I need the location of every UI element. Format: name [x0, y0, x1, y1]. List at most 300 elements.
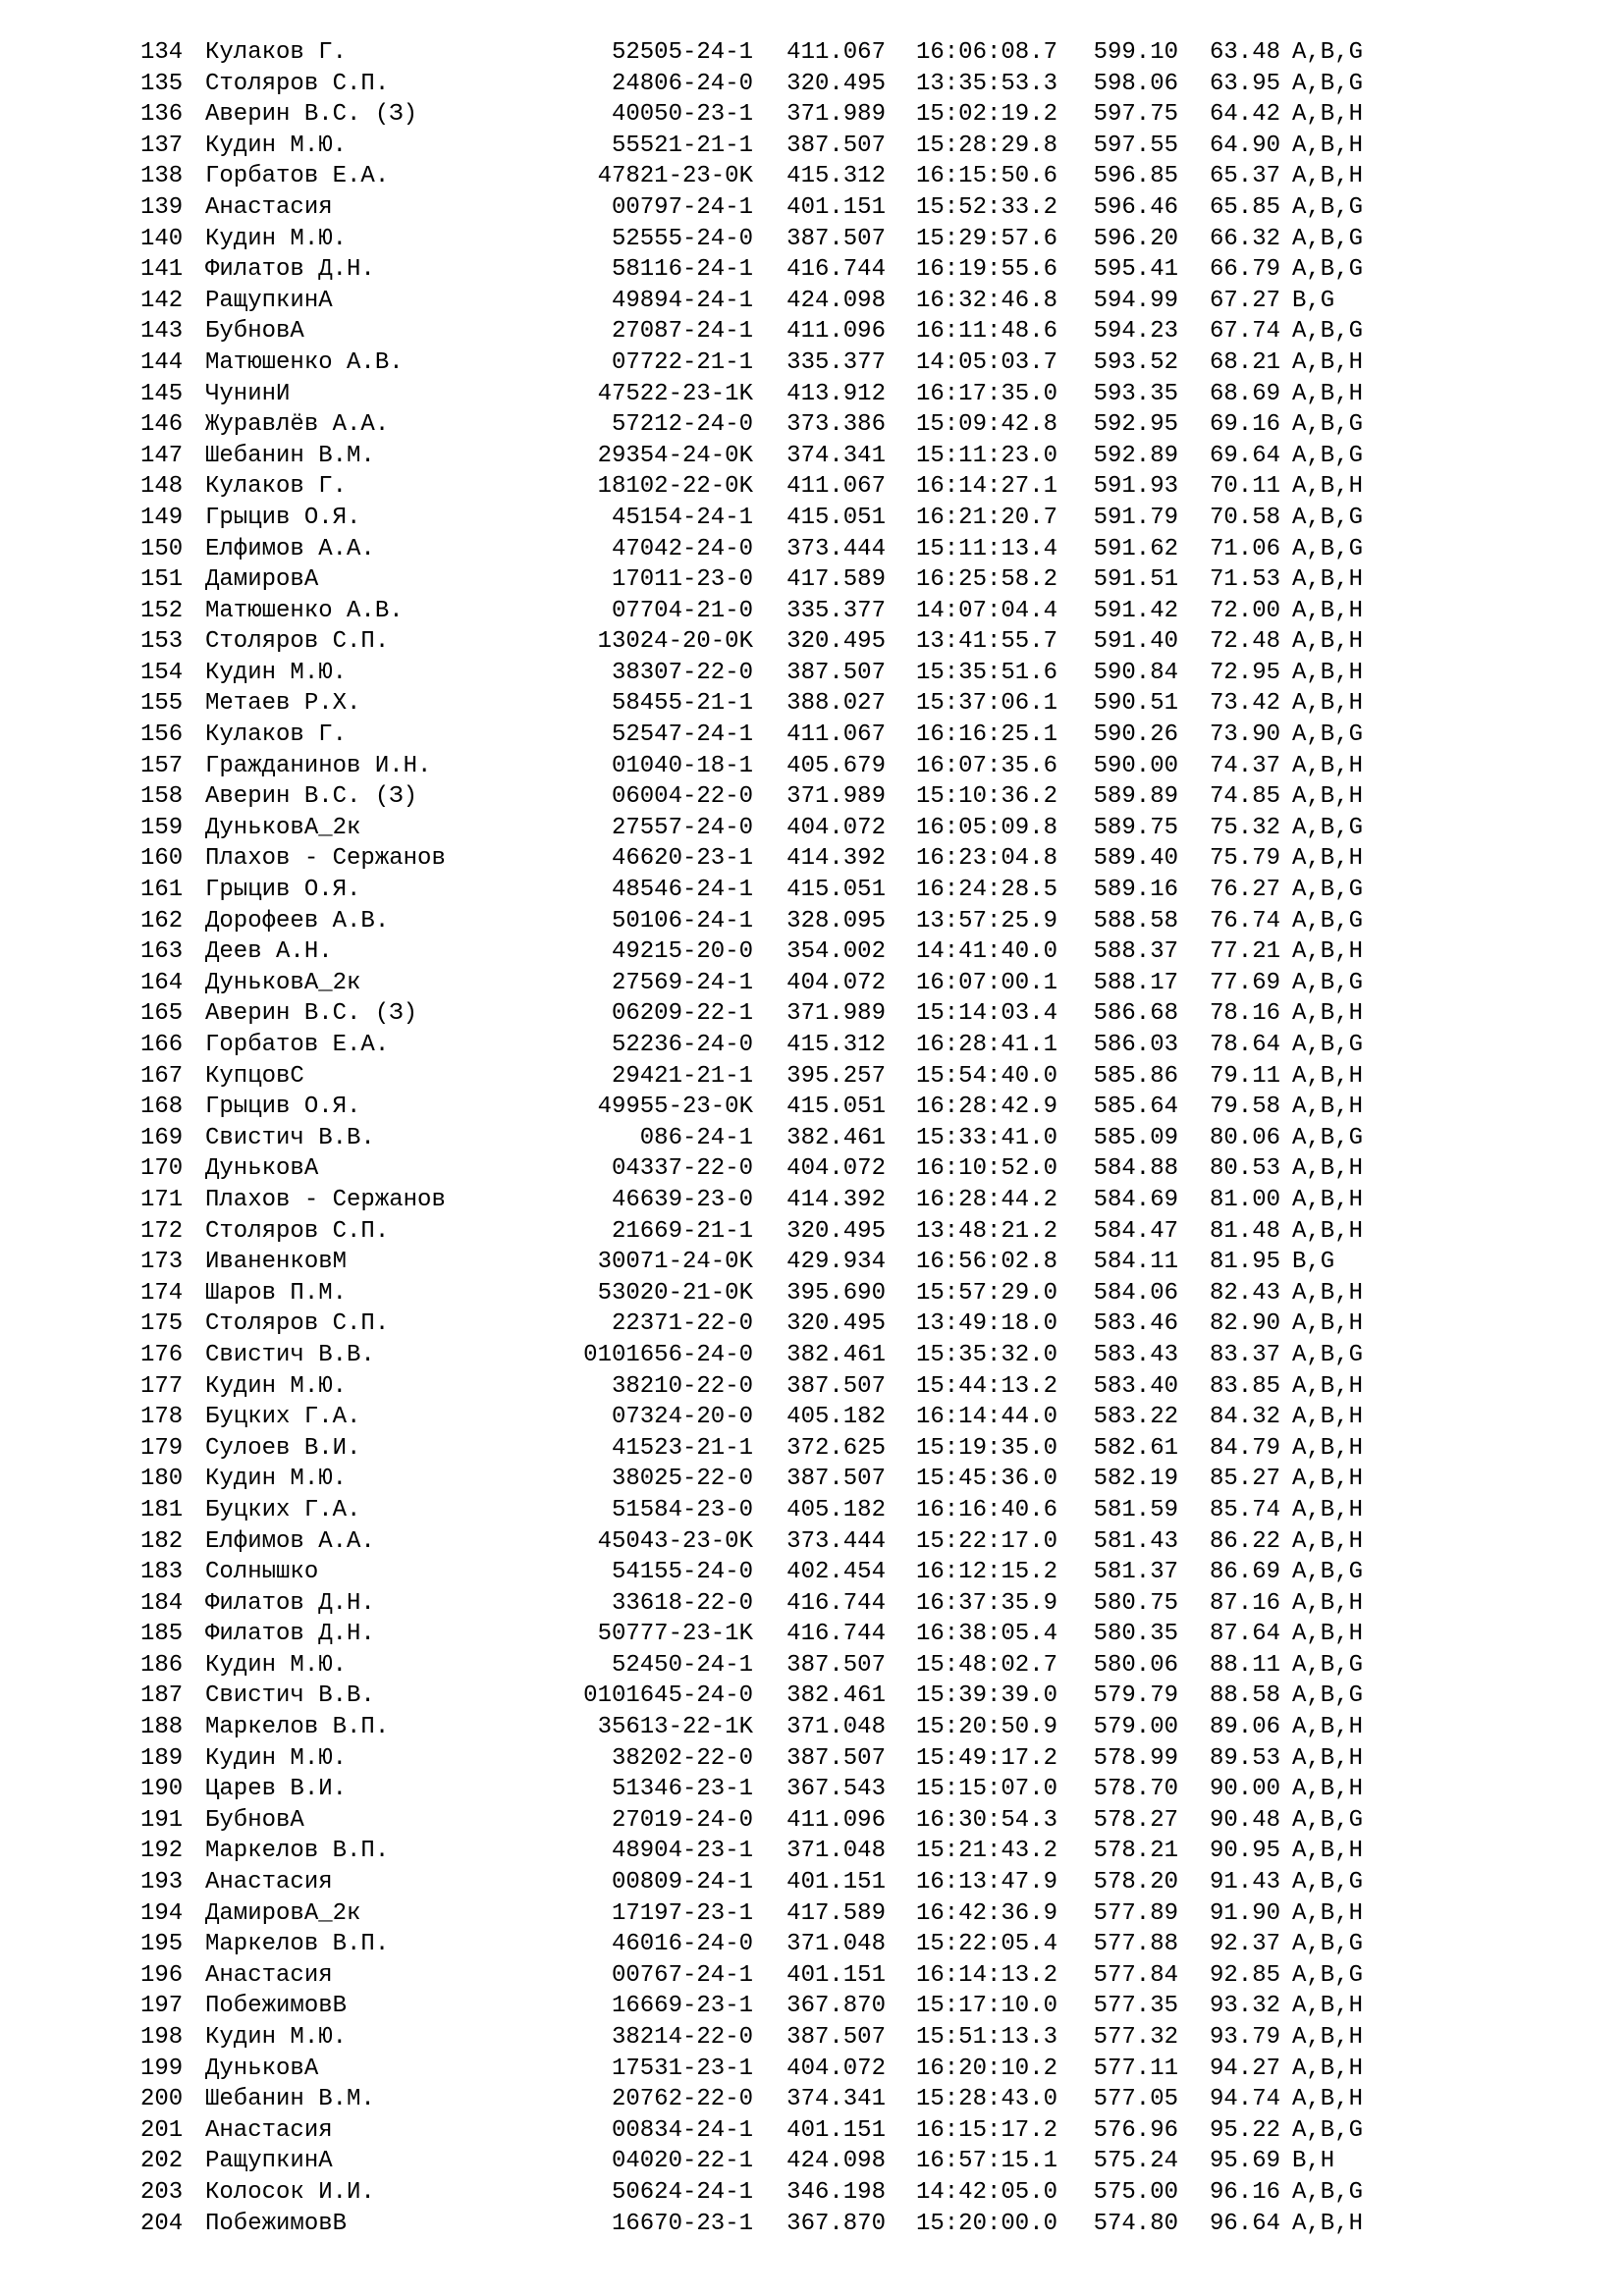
place-cell: 175 [140, 1310, 184, 1338]
arrival-time-cell: 16:05:09.8 [915, 814, 1057, 841]
percent-cell: 94.74 [1209, 2086, 1280, 2113]
percent-cell: 69.16 [1209, 411, 1280, 439]
arrival-time-cell: 13:49:18.0 [915, 1310, 1057, 1338]
arrival-time-cell: 15:11:13.4 [915, 535, 1057, 562]
percent-cell: 93.79 [1209, 2024, 1280, 2051]
arrival-time-cell: 14:41:40.0 [915, 938, 1057, 966]
fancier-name-cell: Горбатов Е.А. [205, 163, 390, 190]
fancier-name-cell: Журавлёв А.А. [205, 411, 390, 439]
distance-cell: 413.912 [786, 380, 886, 407]
fancier-name-cell: Свистич В.В. [205, 1341, 375, 1368]
place-cell: 168 [140, 1094, 184, 1121]
table-row [140, 1216, 1535, 1248]
percent-cell: 74.85 [1209, 783, 1280, 811]
table-row [140, 720, 1535, 751]
fancier-name-cell: ЧунинИ [205, 380, 291, 407]
ring-number-cell: 16670-23-1 [611, 2210, 753, 2237]
place-cell: 152 [140, 597, 184, 624]
distance-cell: 416.744 [786, 1589, 886, 1617]
ring-number-cell: 46639-23-0 [611, 1186, 753, 1213]
percent-cell: 81.00 [1209, 1186, 1280, 1213]
fancier-name-cell: Матюшенко А.В. [205, 597, 404, 624]
class-cell: A,B,H [1292, 1621, 1364, 1648]
percent-cell: 77.21 [1209, 938, 1280, 966]
ring-number-cell: 38307-22-0 [611, 659, 753, 686]
ring-number-cell: 24806-24-0 [611, 70, 753, 97]
table-row [140, 1123, 1535, 1154]
speed-cell: 592.95 [1093, 411, 1178, 439]
arrival-time-cell: 13:48:21.2 [915, 1217, 1057, 1245]
percent-cell: 85.74 [1209, 1496, 1280, 1523]
distance-cell: 382.461 [786, 1124, 886, 1151]
fancier-name-cell: ДуньковА [205, 1155, 319, 1183]
speed-cell: 588.58 [1093, 907, 1178, 934]
speed-cell: 591.51 [1093, 566, 1178, 594]
class-cell: A,B,H [1292, 1000, 1364, 1028]
class-cell: A,B,H [1292, 752, 1364, 779]
fancier-name-cell: Кулаков Г. [205, 473, 348, 501]
table-row [140, 1929, 1535, 1960]
ring-number-cell: 00767-24-1 [611, 1961, 753, 1989]
results-table [140, 37, 1535, 2239]
table-row [140, 286, 1535, 317]
place-cell: 159 [140, 814, 184, 841]
percent-cell: 68.69 [1209, 380, 1280, 407]
class-cell: A,B,G [1292, 1651, 1364, 1679]
place-cell: 200 [140, 2086, 184, 2113]
place-cell: 185 [140, 1621, 184, 1648]
class-cell: A,B,H [1292, 783, 1364, 811]
place-cell: 203 [140, 2178, 184, 2206]
class-cell: B,G [1292, 1249, 1335, 1276]
table-row [140, 69, 1535, 100]
fancier-name-cell: Свистич В.В. [205, 1682, 375, 1710]
place-cell: 179 [140, 1434, 184, 1462]
arrival-time-cell: 15:17:10.0 [915, 1993, 1057, 2020]
table-row [140, 1743, 1535, 1775]
distance-cell: 367.870 [786, 2210, 886, 2237]
distance-cell: 374.341 [786, 442, 886, 469]
place-cell: 166 [140, 1032, 184, 1058]
class-cell: A,B,H [1292, 348, 1364, 376]
percent-cell: 95.22 [1209, 2116, 1280, 2144]
class-cell: A,B,H [1292, 845, 1364, 873]
percent-cell: 66.79 [1209, 256, 1280, 284]
speed-cell: 592.89 [1093, 442, 1178, 469]
place-cell: 183 [140, 1559, 184, 1586]
class-cell: A,B,H [1292, 1993, 1364, 2020]
arrival-time-cell: 16:57:15.1 [915, 2148, 1057, 2175]
place-cell: 171 [140, 1186, 184, 1213]
fancier-name-cell: Матюшенко А.В. [205, 348, 404, 376]
arrival-time-cell: 15:45:36.0 [915, 1466, 1057, 1493]
distance-cell: 424.098 [786, 287, 886, 314]
arrival-time-cell: 16:15:17.2 [915, 2116, 1057, 2144]
arrival-time-cell: 16:17:35.0 [915, 380, 1057, 407]
ring-number-cell: 07722-21-1 [611, 348, 753, 376]
percent-cell: 78.64 [1209, 1032, 1280, 1058]
arrival-time-cell: 15:48:02.7 [915, 1651, 1057, 1679]
arrival-time-cell: 16:19:55.6 [915, 256, 1057, 284]
ring-number-cell: 46016-24-0 [611, 1931, 753, 1958]
percent-cell: 78.16 [1209, 1000, 1280, 1028]
percent-cell: 92.85 [1209, 1961, 1280, 1989]
ring-number-cell: 49955-23-0K [597, 1094, 753, 1121]
speed-cell: 578.21 [1093, 1838, 1178, 1865]
percent-cell: 81.48 [1209, 1217, 1280, 1245]
distance-cell: 404.072 [786, 1155, 886, 1183]
arrival-time-cell: 15:20:50.9 [915, 1714, 1057, 1741]
speed-cell: 583.46 [1093, 1310, 1178, 1338]
fancier-name-cell: КупцовС [205, 1062, 304, 1090]
place-cell: 186 [140, 1651, 184, 1679]
place-cell: 172 [140, 1217, 184, 1245]
fancier-name-cell: РащупкинА [205, 287, 333, 314]
place-cell: 197 [140, 1993, 184, 2020]
percent-cell: 69.64 [1209, 442, 1280, 469]
place-cell: 148 [140, 473, 184, 501]
speed-cell: 589.40 [1093, 845, 1178, 873]
ring-number-cell: 27557-24-0 [611, 814, 753, 841]
percent-cell: 89.06 [1209, 1714, 1280, 1741]
fancier-name-cell: Аверин В.С. (З) [205, 783, 418, 811]
table-row [140, 1712, 1535, 1743]
class-cell: A,B,H [1292, 690, 1364, 718]
fancier-name-cell: Горбатов Е.А. [205, 1032, 390, 1058]
place-cell: 153 [140, 628, 184, 656]
place-cell: 195 [140, 1931, 184, 1958]
arrival-time-cell: 15:11:23.0 [915, 442, 1057, 469]
percent-cell: 72.95 [1209, 659, 1280, 686]
class-cell: A,B,G [1292, 39, 1364, 66]
table-row [140, 813, 1535, 844]
distance-cell: 401.151 [786, 1869, 886, 1896]
arrival-time-cell: 13:57:25.9 [915, 907, 1057, 934]
table-row [140, 254, 1535, 286]
class-cell: B,G [1292, 287, 1335, 314]
percent-cell: 75.32 [1209, 814, 1280, 841]
place-cell: 142 [140, 287, 184, 314]
arrival-time-cell: 16:16:40.6 [915, 1496, 1057, 1523]
fancier-name-cell: Елфимов А.А. [205, 535, 375, 562]
fancier-name-cell: ПобежимовВ [205, 1993, 348, 2020]
arrival-time-cell: 16:42:36.9 [915, 1899, 1057, 1927]
place-cell: 190 [140, 1776, 184, 1803]
distance-cell: 374.341 [786, 2086, 886, 2113]
table-row [140, 688, 1535, 720]
percent-cell: 63.48 [1209, 39, 1280, 66]
ring-number-cell: 22371-22-0 [611, 1310, 753, 1338]
speed-cell: 598.06 [1093, 70, 1178, 97]
table-row [140, 2209, 1535, 2240]
speed-cell: 586.03 [1093, 1032, 1178, 1058]
class-cell: A,B,G [1292, 2178, 1364, 2206]
percent-cell: 76.27 [1209, 877, 1280, 904]
ring-number-cell: 55521-21-1 [611, 132, 753, 159]
arrival-time-cell: 16:20:10.2 [915, 2055, 1057, 2082]
place-cell: 139 [140, 193, 184, 221]
place-cell: 157 [140, 752, 184, 779]
class-cell: A,B,H [1292, 2210, 1364, 2237]
fancier-name-cell: Грыцив О.Я. [205, 1094, 361, 1121]
place-cell: 137 [140, 132, 184, 159]
speed-cell: 597.75 [1093, 101, 1178, 129]
ring-number-cell: 52555-24-0 [611, 225, 753, 252]
ring-number-cell: 07704-21-0 [611, 597, 753, 624]
table-row [140, 131, 1535, 162]
table-row [140, 1464, 1535, 1495]
class-cell: A,B,H [1292, 1434, 1364, 1462]
percent-cell: 79.11 [1209, 1062, 1280, 1090]
percent-cell: 85.27 [1209, 1466, 1280, 1493]
table-row [140, 2146, 1535, 2177]
fancier-name-cell: ДамировА_2к [205, 1899, 361, 1927]
speed-cell: 579.79 [1093, 1682, 1178, 1710]
class-cell: A,B,G [1292, 256, 1364, 284]
percent-cell: 79.58 [1209, 1094, 1280, 1121]
class-cell: A,B,G [1292, 1869, 1364, 1896]
table-row [140, 1991, 1535, 2022]
arrival-time-cell: 16:30:54.3 [915, 1806, 1057, 1834]
speed-cell: 585.64 [1093, 1094, 1178, 1121]
class-cell: A,B,H [1292, 1496, 1364, 1523]
place-cell: 151 [140, 566, 184, 594]
table-row [140, 1960, 1535, 1992]
percent-cell: 90.48 [1209, 1806, 1280, 1834]
place-cell: 144 [140, 348, 184, 376]
arrival-time-cell: 15:44:13.2 [915, 1372, 1057, 1400]
class-cell: A,B,G [1292, 907, 1364, 934]
distance-cell: 411.067 [786, 721, 886, 749]
ring-number-cell: 086-24-1 [639, 1124, 753, 1151]
table-row [140, 1340, 1535, 1371]
percent-cell: 77.69 [1209, 969, 1280, 996]
distance-cell: 415.312 [786, 1032, 886, 1058]
speed-cell: 590.26 [1093, 721, 1178, 749]
place-cell: 196 [140, 1961, 184, 1989]
fancier-name-cell: Кудин М.Ю. [205, 1744, 348, 1772]
speed-cell: 599.10 [1093, 39, 1178, 66]
place-cell: 134 [140, 39, 184, 66]
percent-cell: 65.85 [1209, 193, 1280, 221]
table-row [140, 1153, 1535, 1185]
ring-number-cell: 06209-22-1 [611, 1000, 753, 1028]
table-row [140, 1526, 1535, 1558]
speed-cell: 583.22 [1093, 1404, 1178, 1431]
distance-cell: 387.507 [786, 1744, 886, 1772]
table-row [140, 1557, 1535, 1588]
fancier-name-cell: Столяров С.П. [205, 628, 390, 656]
distance-cell: 414.392 [786, 845, 886, 873]
table-row [140, 1185, 1535, 1216]
class-cell: A,B,H [1292, 1186, 1364, 1213]
arrival-time-cell: 16:14:13.2 [915, 1961, 1057, 1989]
fancier-name-cell: Метаев Р.Х. [205, 690, 361, 718]
table-row [140, 626, 1535, 658]
fancier-name-cell: Шебанин В.М. [205, 442, 375, 469]
class-cell: A,B,G [1292, 1341, 1364, 1368]
class-cell: A,B,H [1292, 1372, 1364, 1400]
table-row [140, 441, 1535, 472]
class-cell: A,B,H [1292, 1062, 1364, 1090]
class-cell: A,B,G [1292, 2116, 1364, 2144]
ring-number-cell: 54155-24-0 [611, 1559, 753, 1586]
table-row [140, 471, 1535, 503]
percent-cell: 88.11 [1209, 1651, 1280, 1679]
arrival-time-cell: 16:21:20.7 [915, 504, 1057, 531]
fancier-name-cell: Кудин М.Ю. [205, 2024, 348, 2051]
table-row [140, 658, 1535, 689]
class-cell: A,B,H [1292, 1776, 1364, 1803]
table-row [140, 1061, 1535, 1093]
arrival-time-cell: 16:28:41.1 [915, 1032, 1057, 1058]
fancier-name-cell: Филатов Д.Н. [205, 1589, 375, 1617]
arrival-time-cell: 16:06:08.7 [915, 39, 1057, 66]
class-cell: A,B,H [1292, 473, 1364, 501]
percent-cell: 87.16 [1209, 1589, 1280, 1617]
class-cell: A,B,H [1292, 938, 1364, 966]
place-cell: 192 [140, 1838, 184, 1865]
ring-number-cell: 20762-22-0 [611, 2086, 753, 2113]
ring-number-cell: 58455-21-1 [611, 690, 753, 718]
fancier-name-cell: Столяров С.П. [205, 1217, 390, 1245]
table-row [140, 37, 1535, 69]
class-cell: A,B,H [1292, 1744, 1364, 1772]
table-row [140, 347, 1535, 379]
place-cell: 178 [140, 1404, 184, 1431]
percent-cell: 92.37 [1209, 1931, 1280, 1958]
ring-number-cell: 45154-24-1 [611, 504, 753, 531]
percent-cell: 65.37 [1209, 163, 1280, 190]
distance-cell: 411.067 [786, 473, 886, 501]
percent-cell: 94.27 [1209, 2055, 1280, 2082]
class-cell: A,B,H [1292, 2055, 1364, 2082]
place-cell: 150 [140, 535, 184, 562]
ring-number-cell: 57212-24-0 [611, 411, 753, 439]
arrival-time-cell: 15:28:29.8 [915, 132, 1057, 159]
class-cell: A,B,G [1292, 877, 1364, 904]
percent-cell: 64.42 [1209, 101, 1280, 129]
class-cell: A,B,H [1292, 1589, 1364, 1617]
table-row [140, 1092, 1535, 1123]
ring-number-cell: 50624-24-1 [611, 2178, 753, 2206]
percent-cell: 84.32 [1209, 1404, 1280, 1431]
class-cell: A,B,H [1292, 2024, 1364, 2051]
place-cell: 149 [140, 504, 184, 531]
arrival-time-cell: 16:32:46.8 [915, 287, 1057, 314]
arrival-time-cell: 16:14:44.0 [915, 1404, 1057, 1431]
table-row [140, 596, 1535, 627]
table-row [140, 1681, 1535, 1712]
percent-cell: 86.69 [1209, 1559, 1280, 1586]
class-cell: A,B,H [1292, 1094, 1364, 1121]
speed-cell: 577.32 [1093, 2024, 1178, 2051]
class-cell: A,B,G [1292, 70, 1364, 97]
ring-number-cell: 38025-22-0 [611, 1466, 753, 1493]
place-cell: 180 [140, 1466, 184, 1493]
ring-number-cell: 21669-21-1 [611, 1217, 753, 1245]
distance-cell: 387.507 [786, 132, 886, 159]
distance-cell: 373.444 [786, 1527, 886, 1555]
ring-number-cell: 51346-23-1 [611, 1776, 753, 1803]
ring-number-cell: 46620-23-1 [611, 845, 753, 873]
arrival-time-cell: 16:28:42.9 [915, 1094, 1057, 1121]
percent-cell: 87.64 [1209, 1621, 1280, 1648]
place-cell: 194 [140, 1899, 184, 1927]
speed-cell: 593.52 [1093, 348, 1178, 376]
ring-number-cell: 52236-24-0 [611, 1032, 753, 1058]
distance-cell: 415.051 [786, 1094, 886, 1121]
percent-cell: 76.74 [1209, 907, 1280, 934]
percent-cell: 90.00 [1209, 1776, 1280, 1803]
class-cell: A,B,G [1292, 1961, 1364, 1989]
place-cell: 158 [140, 783, 184, 811]
place-cell: 193 [140, 1869, 184, 1896]
arrival-time-cell: 15:54:40.0 [915, 1062, 1057, 1090]
place-cell: 204 [140, 2210, 184, 2237]
table-row [140, 1836, 1535, 1867]
table-row [140, 2084, 1535, 2115]
speed-cell: 575.00 [1093, 2178, 1178, 2206]
place-cell: 138 [140, 163, 184, 190]
class-cell: A,B,H [1292, 132, 1364, 159]
class-cell: A,B,G [1292, 969, 1364, 996]
table-row [140, 781, 1535, 813]
arrival-time-cell: 14:07:04.4 [915, 597, 1057, 624]
distance-cell: 416.744 [786, 1621, 886, 1648]
arrival-time-cell: 15:09:42.8 [915, 411, 1057, 439]
ring-number-cell: 00834-24-1 [611, 2116, 753, 2144]
place-cell: 177 [140, 1372, 184, 1400]
speed-cell: 580.06 [1093, 1651, 1178, 1679]
speed-cell: 591.40 [1093, 628, 1178, 656]
class-cell: A,B,G [1292, 1559, 1364, 1586]
arrival-time-cell: 16:07:00.1 [915, 969, 1057, 996]
class-cell: A,B,H [1292, 1217, 1364, 1245]
distance-cell: 382.461 [786, 1341, 886, 1368]
place-cell: 191 [140, 1806, 184, 1834]
arrival-time-cell: 16:15:50.6 [915, 163, 1057, 190]
speed-cell: 581.43 [1093, 1527, 1178, 1555]
distance-cell: 417.589 [786, 566, 886, 594]
percent-cell: 68.21 [1209, 348, 1280, 376]
class-cell: B,H [1292, 2148, 1335, 2175]
percent-cell: 89.53 [1209, 1744, 1280, 1772]
speed-cell: 590.51 [1093, 690, 1178, 718]
distance-cell: 371.048 [786, 1931, 886, 1958]
ring-number-cell: 07324-20-0 [611, 1404, 753, 1431]
fancier-name-cell: Кулаков Г. [205, 721, 348, 749]
table-row [140, 906, 1535, 937]
percent-cell: 72.00 [1209, 597, 1280, 624]
distance-cell: 411.067 [786, 39, 886, 66]
distance-cell: 424.098 [786, 2148, 886, 2175]
percent-cell: 74.37 [1209, 752, 1280, 779]
percent-cell: 91.43 [1209, 1869, 1280, 1896]
table-row [140, 1247, 1535, 1278]
class-cell: A,B,H [1292, 380, 1364, 407]
distance-cell: 371.989 [786, 1000, 886, 1028]
distance-cell: 401.151 [786, 193, 886, 221]
place-cell: 181 [140, 1496, 184, 1523]
fancier-name-cell: Анастасия [205, 1869, 333, 1896]
place-cell: 187 [140, 1682, 184, 1710]
distance-cell: 371.989 [786, 101, 886, 129]
ring-number-cell: 13024-20-0K [597, 628, 753, 656]
place-cell: 136 [140, 101, 184, 129]
speed-cell: 591.79 [1093, 504, 1178, 531]
percent-cell: 96.16 [1209, 2178, 1280, 2206]
